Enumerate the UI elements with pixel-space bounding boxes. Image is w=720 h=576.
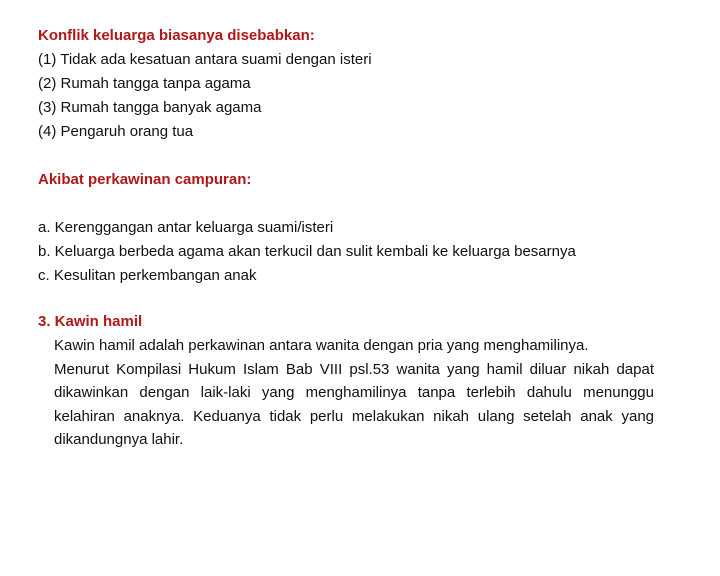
list-item: c. Kesulitan perkembangan anak	[38, 267, 257, 284]
kawin-hamil-body	[38, 334, 654, 452]
list-item: (2) Rumah tangga tanpa agama	[38, 75, 251, 92]
paragraph: Menurut Kompilasi Hukum Islam Bab VIII psl.53 wanita yang hamil diluar nikah dapat dikawinkan dengan laik-laki yang menghamilinya tanpa terlebih dahulu menunggu kelahiran anaknya. Keduanya tidak perlu melakukan nikah ulang setelah anak yang dikandungnya lahir.	[54, 360, 654, 448]
paragraph: Kawin hamil adalah perkawinan antara wanita dengan pria yang menghamilinya.	[54, 337, 589, 354]
slide-content	[38, 24, 658, 452]
section-heading-kawin-hamil: 3. Kawin hamil	[38, 313, 143, 330]
section-heading-akibat: Akibat perkawinan campuran:	[38, 171, 252, 188]
list-item: a. Kerenggangan antar keluarga suami/isteri	[38, 219, 334, 236]
list-item: (4) Pengaruh orang tua	[38, 123, 194, 140]
list-item: b. Keluarga berbeda agama akan terkucil dan sulit kembali ke keluarga besarnya	[38, 243, 576, 260]
section-heading-konflik: Konflik keluarga biasanya disebabkan:	[38, 27, 315, 44]
list-item: (3) Rumah tangga banyak agama	[38, 99, 262, 116]
list-item: (1) Tidak ada kesatuan antara suami dengan isteri	[38, 51, 372, 68]
